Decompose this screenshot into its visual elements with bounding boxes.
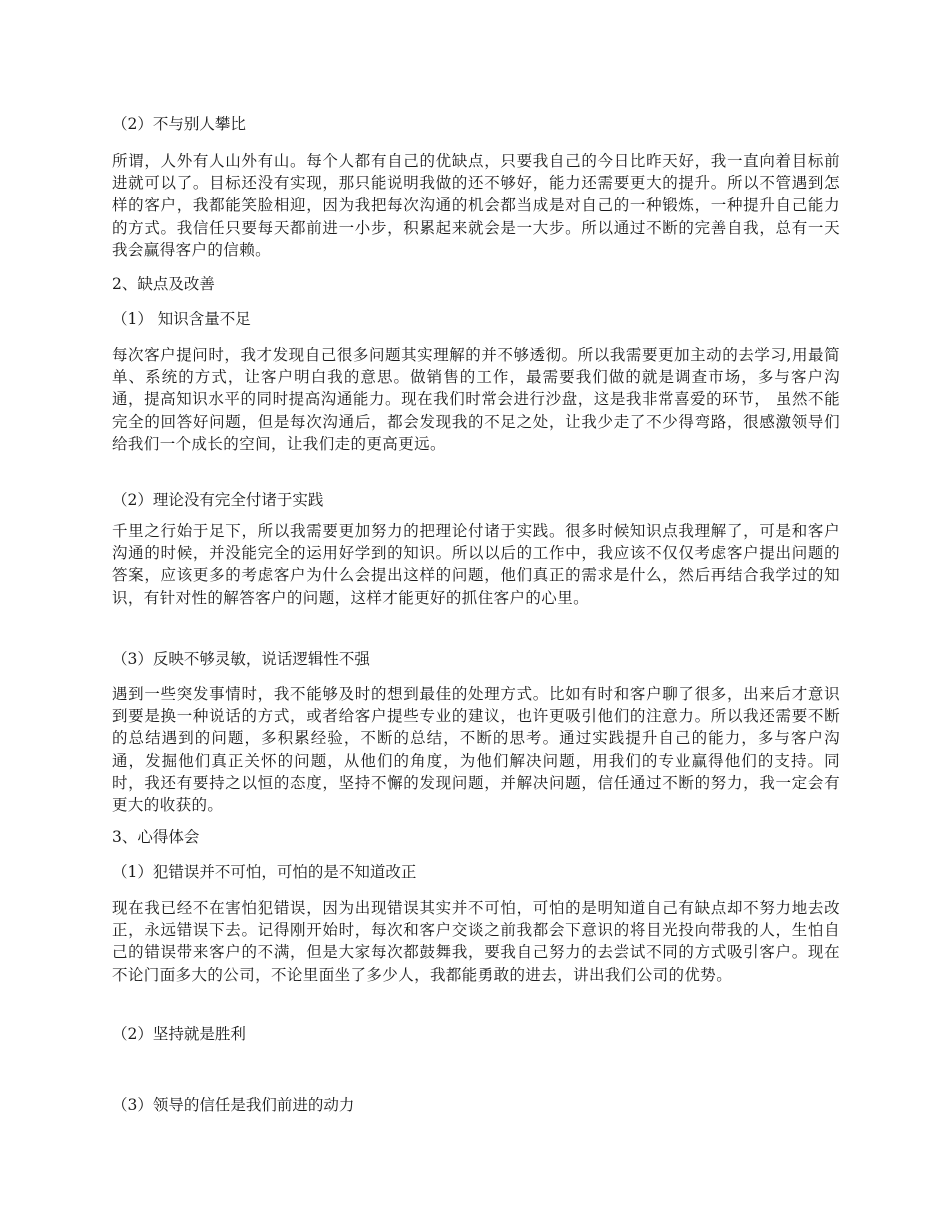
section-heading-experience: 3、心得体会 (112, 828, 200, 846)
paragraph-mistakes: 现在我已经不在害怕犯错误，因为出现错误其实并不可怕，可怕的是明知道自己有缺点却不努力地去改正，永远错误下去。记得刚开始时，每次和客户交谈之前我都会下意识的将目光投向带我的人，生怕自己的错误带来客户的不满，但是大家每次都鼓舞我，要我自己努力的去尝试不同的方式吸引客户。现在不论门面多大的公司，不论里面坐了多少人，我都能勇敢的进去，讲出我们公司的优势。 (112, 899, 840, 984)
subheading-persist: （2）坚持就是胜利 (112, 1025, 246, 1043)
paragraph-theory: 千里之行始于足下，所以我需要更加努力的把理论付诸于实践。很多时候知识点我理解了，可是和客户沟通的时候，并没能完全的运用好学到的知识。所以以后的工作中，我应该不仅仅考虑客户提出问题的答案，应该更多的考虑客户为什么会提出这样的问题，他们真正的需求是什么，然后再结合我学过的知识，有针对性的解答客户的问题，这样才能更好的抓住客户的心里。 (112, 522, 840, 607)
subheading-mistakes: （1）犯错误并不可怕，可怕的是不知道改正 (112, 863, 417, 881)
subheading-no-compare: （2）不与别人攀比 (112, 115, 246, 133)
subheading-theory: （2）理论没有完全付诸于实践 (112, 491, 324, 509)
section-heading-shortcomings: 2、缺点及改善 (112, 275, 215, 293)
paragraph-knowledge: 每次客户提问时，我才发现自己很多问题其实理解的并不够透彻。所以我需要更加主动的去学习,用最简单、系统的方式，让客户明白我的意思。做销售的工作，最需要我们做的就是调查市场，多与客户沟通，提高知识水平的同时提高沟通能力。现在我们时常会进行沙盘，这是我非常喜爱的环节， 虽然不能完全的回答好问题，但是每次沟通后，都会发现我的不足之处，让我少走了不少得弯路，很感激领导们给我们一个成长的空间，让我们走的更高更远。 (112, 346, 840, 453)
subheading-trust: （3）领导的信任是我们前进的动力 (112, 1096, 355, 1114)
subheading-knowledge: （1） 知识含量不足 (112, 310, 251, 328)
subheading-reaction: （3）反映不够灵敏，说话逻辑性不强 (112, 650, 370, 668)
paragraph-no-compare: 所谓，人外有人山外有山。每个人都有自己的优缺点，只要我自己的今日比昨天好，我一直向着目标前进就可以了。目标还没有实现，那只能说明我做的还不够好，能力还需要更大的提升。所以不管遇到怎样的客户，我都能笑脸相迎，因为我把每次沟通的机会都当成是对自己的一种锻炼，一种提升自己能力的方式。我信任只要每天都前进一小步，积累起来就会是一大步。所以通过不断的完善自我，总有一天我会赢得客户的信赖。 (112, 152, 840, 259)
paragraph-reaction: 遇到一些突发事情时，我不能够及时的想到最佳的处理方式。比如有时和客户聊了很多，出来后才意识到要是换一种说话的方式，或者给客户提些专业的建议，也许更吸引他们的注意力。所以我还需要不断的总结遇到的问题，多积累经验，不断的总结，不断的思考。通过实践提升自己的能力，多与客户沟通，发掘他们真正关怀的问题，从他们的角度，为他们解决问题，用我们的专业赢得他们的支持。同时，我还有要持之以恒的态度，坚持不懈的发现问题，并解决问题，信任通过不断的努力，我一定会有更大的收获的。 (112, 685, 840, 815)
